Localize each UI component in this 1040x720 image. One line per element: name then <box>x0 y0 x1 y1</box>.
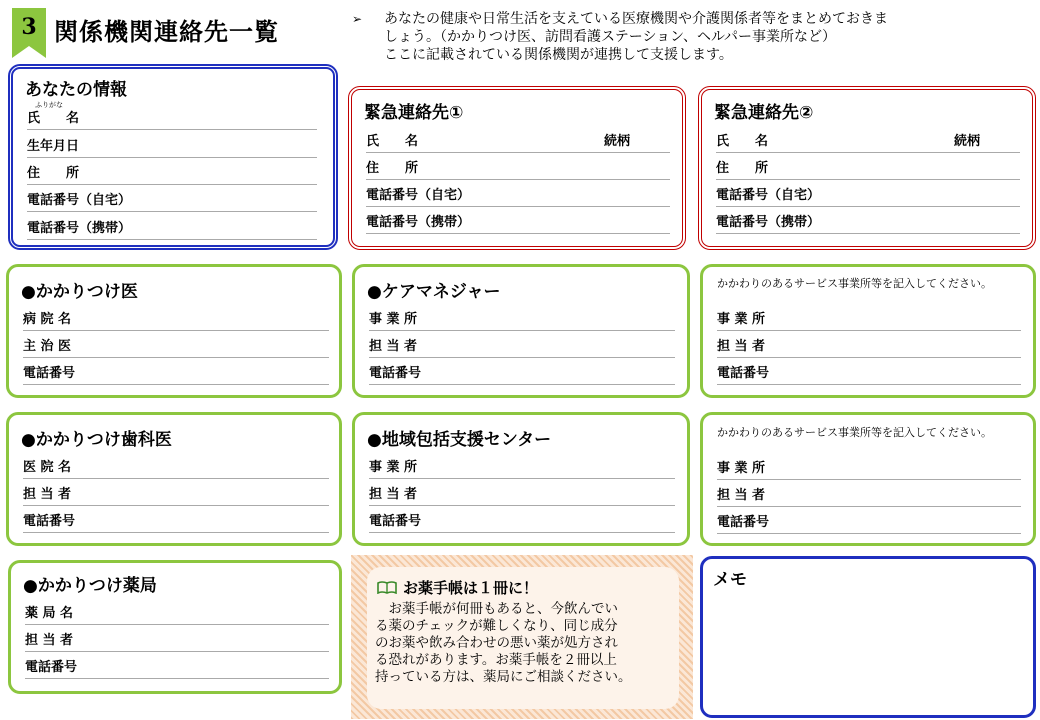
emergency-contact-1-box <box>348 86 686 250</box>
dentist-person-field[interactable]: 担 当 者 <box>23 485 329 506</box>
emergency2-name-label: 氏 名 <box>716 134 769 149</box>
emergency1-name-field[interactable] <box>366 132 670 153</box>
service2-phone-field[interactable]: 電話番号 <box>717 513 1021 534</box>
furigana-label: ふりがな <box>35 101 63 109</box>
service1-person-field[interactable]: 担 当 者 <box>717 337 1021 358</box>
family-pharmacy-title: ●かかりつけ薬局 <box>23 576 157 596</box>
tip-title: お薬手帳は１冊に！ <box>403 579 539 597</box>
emergency-contact-2-title: 緊急連絡先② <box>714 103 814 123</box>
care-phone-field[interactable]: 電話番号 <box>369 364 675 385</box>
memo-box[interactable] <box>700 556 1036 718</box>
your-info-title: あなたの情報 <box>25 80 127 100</box>
emergency-contact-1-title: 緊急連絡先① <box>364 103 464 123</box>
medication-notebook-tip <box>351 555 693 719</box>
family-doctor-title: ●かかりつけ医 <box>21 282 138 302</box>
center-office-field[interactable]: 事 業 所 <box>369 458 675 479</box>
service-provider-2-box <box>700 412 1036 546</box>
address-field[interactable]: 住 所 <box>27 164 317 185</box>
service1-phone-field[interactable]: 電話番号 <box>717 364 1021 385</box>
tip-body <box>375 601 677 686</box>
emergency1-mobile-phone-field[interactable]: 電話番号（携帯） <box>366 213 670 234</box>
center-person-field[interactable]: 担 当 者 <box>369 485 675 506</box>
clinic-name-field[interactable]: 医 院 名 <box>23 458 329 479</box>
service-provider-2-note: かかわりのあるサービス事業所等を記入してください。 <box>717 426 992 439</box>
service-provider-1-box <box>700 264 1036 398</box>
memo-title: メモ <box>713 570 747 590</box>
emergency2-relation-label: 続柄 <box>953 134 980 149</box>
emergency2-name-field[interactable] <box>716 132 1020 153</box>
flag-notch <box>12 46 46 58</box>
intro-line: ここに記載されている関係機関が連携して支援します。 <box>384 47 733 63</box>
section-number: 3 <box>21 14 37 40</box>
dentist-phone-field[interactable]: 電話番号 <box>23 512 329 533</box>
section-number-flag <box>12 8 46 58</box>
hospital-name-field[interactable]: 病 院 名 <box>23 310 329 331</box>
doctor-phone-field[interactable]: 電話番号 <box>23 364 329 385</box>
service-provider-1-note: かかわりのあるサービス事業所等を記入してください。 <box>717 277 992 290</box>
family-dentist-title: ●かかりつけ歯科医 <box>21 430 172 450</box>
emergency1-relation-label: 続柄 <box>603 134 630 149</box>
service2-person-field[interactable]: 担 当 者 <box>717 486 1021 507</box>
care-person-field[interactable]: 担 当 者 <box>369 337 675 358</box>
community-support-center-title: ●地域包括支援センター <box>367 430 552 450</box>
emergency-contact-2-box <box>698 86 1036 250</box>
page-title: 関係機関連絡先一覧 <box>54 18 279 46</box>
tip-line: のお薬や飲み合わせの悪い薬が処方され <box>375 635 618 651</box>
center-phone-field[interactable]: 電話番号 <box>369 512 675 533</box>
family-doctor-box <box>6 264 342 398</box>
family-pharmacy-box <box>8 560 342 694</box>
emergency1-home-phone-field[interactable]: 電話番号（自宅） <box>366 186 670 207</box>
emergency2-address-field[interactable]: 住 所 <box>716 159 1020 180</box>
tip-line: る恐れがあります。お薬手帳を２冊以上 <box>375 652 617 668</box>
tip-line: 持っている方は、薬局にご相談ください。 <box>375 669 632 685</box>
pharmacy-name-field[interactable]: 薬 局 名 <box>25 604 329 625</box>
care-manager-box <box>352 264 690 398</box>
family-dentist-box <box>6 412 342 546</box>
emergency2-home-phone-field[interactable]: 電話番号（自宅） <box>716 186 1020 207</box>
intro-text <box>352 10 1032 64</box>
tip-line: る薬のチェックが難しくなり、同じ成分 <box>375 618 618 634</box>
care-manager-title: ●ケアマネジャー <box>367 282 501 302</box>
intro-line: しょう。（かかりつけ医、訪問看護ステーション、ヘルパー事業所など） <box>384 29 837 45</box>
home-phone-field[interactable]: 電話番号（自宅） <box>27 191 317 212</box>
emergency1-address-field[interactable]: 住 所 <box>366 159 670 180</box>
intro-line: あなたの健康や日常生活を支えている医療機関や介護関係者等をまとめておきま <box>384 11 888 27</box>
community-support-center-box <box>352 412 690 546</box>
attending-doctor-field[interactable]: 主 治 医 <box>23 337 329 358</box>
birthdate-field[interactable]: 生年月日 <box>27 137 317 158</box>
tip-panel <box>367 567 679 709</box>
name-field[interactable]: 氏 名 <box>27 109 317 130</box>
pharmacy-person-field[interactable]: 担 当 者 <box>25 631 329 652</box>
emergency1-name-label: 氏 名 <box>366 134 419 149</box>
service2-office-field[interactable]: 事 業 所 <box>717 459 1021 480</box>
open-book-icon <box>377 581 397 594</box>
care-office-field[interactable]: 事 業 所 <box>369 310 675 331</box>
tip-line: お薬手帳が何冊もあると、今飲んでい <box>375 601 618 617</box>
pharmacy-phone-field[interactable]: 電話番号 <box>25 658 329 679</box>
emergency2-mobile-phone-field[interactable]: 電話番号（携帯） <box>716 213 1020 234</box>
bullet-arrow-icon: ➢ <box>352 12 363 26</box>
service1-office-field[interactable]: 事 業 所 <box>717 310 1021 331</box>
mobile-phone-field[interactable]: 電話番号（携帯） <box>27 219 317 240</box>
your-info-box <box>8 64 338 250</box>
